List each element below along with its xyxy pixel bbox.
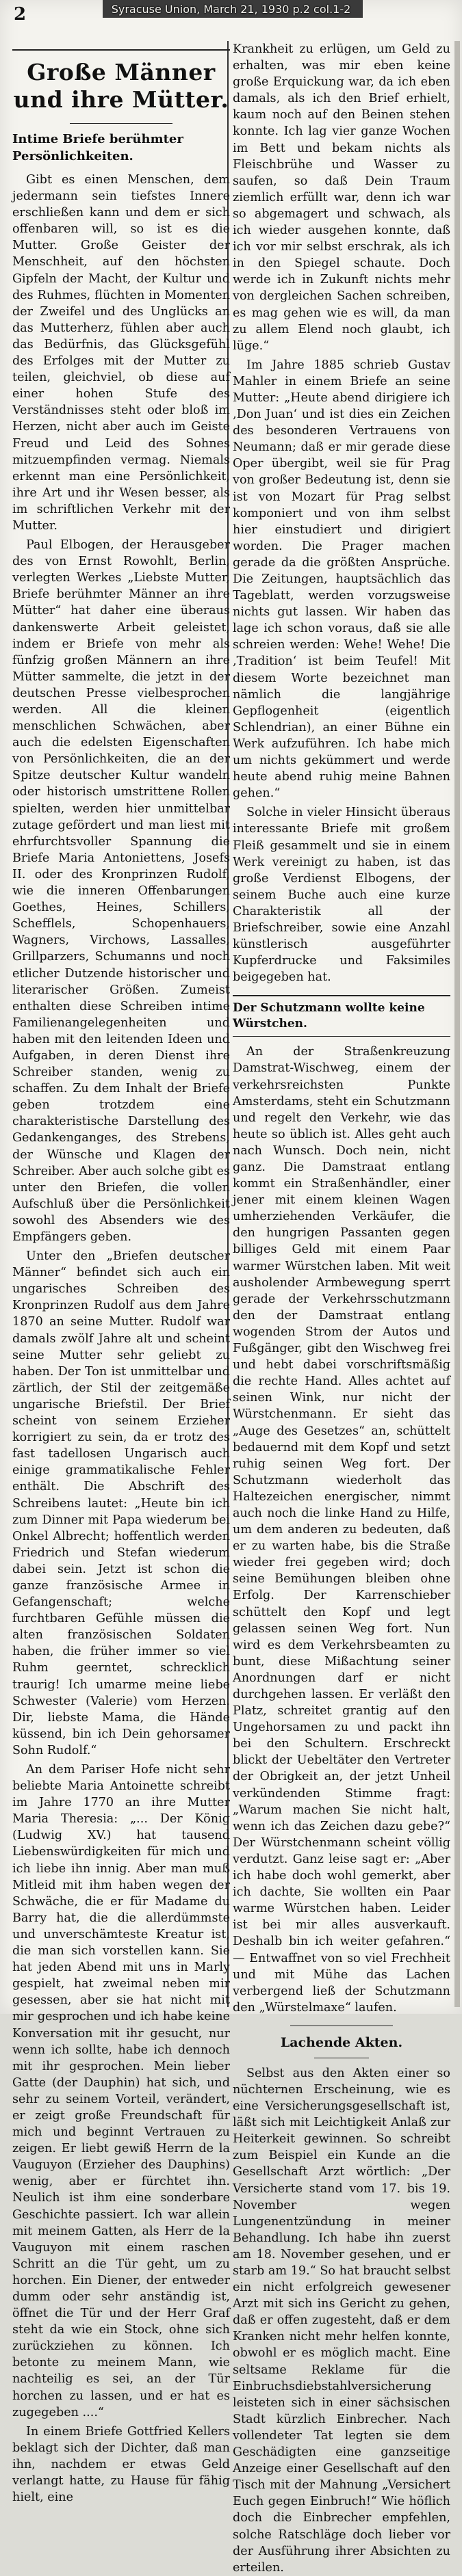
article-paragraph: Krankheit zu erlügen, um Geld zu erhalten, was mir eben keine große Erquickung war, da ich eben damals, als ich den Brief erhielt, kaum noch auf den Beinen stehen konnte. Ich lag vier ganze Wochen im Bett und bekam nichts als Fleischbrühe und Wasser zu saufen, so daß Dein Traum ziemlich erfüllt war, denn ich war so abgemagert und schwach, als ich wieder ausgehen konnte, daß ich vor mir selbst erschrak, als ich in den Spiegel schaute. Doch werde ich in Zukunft nichts mehr von dergleichen Sachen schreiben, es mag gehen wie es will, da man zu allem Elend noch glaubt, ich lüge.“	[233, 42, 450, 353]
article-paragraph: Gibt es einen Menschen, dem jedermann sein tiefstes Innere erschließen kann und dem er sich offenbaren will, so ist es die Mutter. Große Geister der Menschheit, auf den höchsten Gipfeln der Macht, der Kultur und des Ruhmes, flüchten in Momenten der Zweifel und des Unglücks an das Mutterherz, fühlen aber auch das Bedürfnis, das Glücksgefühl des Erfolges mit der Mutter zu teilen, gleichviel, ob diese auf einer hohen Stufe des Verständnisses steht oder bloß im Herzen, nicht aber auch im Geiste Freud und Leid des Sohnes mitzuempfinden vermag. Niemals erkennt man eine Persönlichkeit, ihre Art und ihr Wesen besser, als im schriftlichen Verkehr mit der Mutter.	[12, 173, 230, 533]
article-paragraph: Selbst aus den Akten einer so nüchternen Erscheinung, wie es eine Versicherungsgesellschaft ist, läßt sich mit Leichtigkeit Anlaß zur Heiterkeit gewinnen. So schreibt zum Beispiel ein Kunde an die Gesellschaft Arzt wörtlich: „Der Versicherte stand vom 17. bis 19. November wegen Lungenentzündung in meiner Behandlung. Ich habe ihn zuerst am 18. November gesehen, und er starb am 19.“ So hat braucht selbst ein nicht erfolgreich gewesener Arzt mit sich ins Gericht zu gehen, daß er offen zugesteht, daß er dem Kranken nicht mehr helfen konnte, obwohl er es möglich macht. Eine seltsame Reklame für die Einbruchsdiebstahlversicherung leisteten sich in einer sächsischen Stadt kürzlich Einbrecher. Nach vollendeter Tat legten sie dem Geschädigten eine ganzseitige Anzeige einer Gesellschaft auf den Tisch mit der Mahnung „Versichert Euch gegen Einbruch!“ Wie höflich doch die Einbrecher empfehlen, solche Ratschläge doch lieber vor der Ausführung ihrer Absichten zu erteilen.	[233, 2066, 450, 2575]
article-paragraph: Im Jahre 1885 schrieb Gustav Mahler in einem Briefe an seine Mutter: „Heute abend dirigiere ich ‚Don Juan‘ und ist dies ein Zeichen des besonderen Vertrauens von Neumann; daß er mir gerade diese Oper übergibt, weil sie für Prag von großer Bedeutung ist, denn sie ist von Mozart für Prag selbst komponiert und von ihm selbst hier einstudiert und dirigiert worden. Die Prager machen gerade da die größten Ansprüche. Die Zeitungen, hauptsächlich das Tageblatt, werden vorzugsweise nichts gut lassen. Wir haben das lage ich schon voraus, daß sie alle schreien werden: Wehe! Wehe! Die ‚Tradition‘ ist beim Teufel! Mit diesem Worte bezeichnet man nämlich die langjährige Gepflogenheit (eigentlich Schlendrian), an einer Bühne ein Werk aufzuführen. Ich habe mich um nichts gekümmert und werde heute abend ruhig meine Bahnen gehen.“	[233, 358, 450, 801]
article-paragraph: An dem Pariser Hofe nicht sehr beliebte Maria Antoinette schreibt im Jahre 1770 an ihre Mutter Maria Theresia: „... Der König (Ludwig XV.) hat tausend Liebenswürdigkeiten für mich und ich liebe ihn innig. Aber man muß Mitleid mit ihm haben wegen der Schwäche, die er für Madame du Barry hat, die die allerdümmste und unverschämteste Kreatur ist, die man sich vorstellen kann. Sie hat jeden Abend mit uns in Marly gespielt, hat zweimal neben mir gesessen, aber sie hat nicht mit mir gesprochen und ich habe keine Konversation mit ihr gesucht, nur wenn ich sollte, habe ich dennoch mit ihr gesprochen. Mein lieber Gatte (der Dauphin) hat sich, und sehr zu seinem Vorteil, verändert, er zeigt große Freundschaft für mich und beginnt Vertrauen zu zeigen. Er liebt gewiß Herrn de la Vauguyon (Erzieher des Dauphins) wenig, aber er fürchtet ihn. Neulich ist ihm eine sonderbare Geschichte passiert. Ich war allein mit meinem Gatten, als Herr de la Vauguyon mit einem raschen Schritt an die Tür geht, um zu horchen. Ein Diener, der entweder dumm oder sehr anständig ist, öffnet die Tür und der Herr Graf steht da wie ein Stock, ohne sich zurückziehen zu können. Ich betonte zu meinem Mann, wie nachteilig es sei, an der Tür horchen zu lassen, und er hat es zugegeben ....“	[12, 1763, 230, 2419]
article-paragraph: Paul Elbogen, der Herausgeber des von Ernst Rowohlt, Berlin, verlegten Werkes „Liebste Mutter, Briefe berühmter Männer an ihre Mütter“ hat daher eine überaus dankenswerte Arbeit geleistet, indem er Briefe von mehr als fünfzig großen Männern an ihre Mütter sammelte, die jetzt in der deutschen Presse vielbesprochen werden. All die kleinen menschlichen Schwächen, aber auch die edelsten Eigenschaften von Persönlichkeiten, die an der Spitze deutscher Kultur wandeln oder historisch umstrittene Rollen spielten, werden hier unmittelbar zutage gefördert und man liest mit ehrfurchtsvoller Spannung die Briefe Maria Antoniettens, Josefs II. oder des Kronprinzen Rudolf, wie die inneren Offenbarungen Goethes, Heines, Schillers, Schefflels, Schopenhauers, Wagners, Virchows, Lassalles, Grillparzers, Schumanns und noch etlicher Dutzende historischer und literarischer Größen. Zumeist enthalten diese Schreiben intime Familienangelegenheiten und haben mit den leitenden Ideen und Aufgaben, in deren Dienst ihre Schreiber standen, wenig zu schaffen. Zu dem Inhalt der Briefe geben trotzdem eine charakteristische Darstellung des Gedankenganges, des Strebens, der Wünsche und Klagen der Schreiber. Aber auch solche gibt es unter den Briefen, die vollen Aufschluß über die Persönlichkeit sowohl des Absenders wie des Empfängers geben.	[12, 538, 230, 1244]
article-paragraph: Unter den „Briefen deutscher Männer“ befindet sich auch ein ungarisches Schreiben des Kronprinzen Rudolf aus dem Jahre 1870 an seine Mutter. Rudolf war damals zwölf Jahre alt und scheint seine Mutter sehr geliebt zu haben. Der Ton ist unmittelbar und zärtlich, der Stil der zeitgemäße ungarische Briefstil. Der Brief scheint von seinem Erzieher korrigiert zu sein, da er trotz des fast tadellosen Ungarisch auch einige grammatikalische Fehler enthält. Die Abschrift des Schreibens lautet: „Heute bin ich zum Dinner mit Papa wiederum bei Onkel Albrecht; hoffentlich werden Friedrich und Stefan wiederum dabei sein. Jetzt ist schon die ganze französische Armee in Gefangenschaft; welche furchtbaren Gefühle müssen die alten französischen Soldaten haben, die früher immer so viel Ruhm geerntet, schrecklich traurig! Ich umarme meine liebe Schwester (Valerie) vom Herzen. Dir, liebste Mama, die Hände küssend, bin ich Dein gehorsamer Sohn Rudolf.“	[12, 1249, 230, 1757]
top-rule	[12, 49, 230, 51]
page-header	[0, 0, 462, 41]
title-separator	[70, 123, 172, 124]
column-1	[12, 41, 230, 2505]
article-heading-schutzmann: Der Schutzmann wollte keine Würstchen.	[233, 1001, 425, 1031]
page-number: 2	[14, 4, 27, 25]
column-2	[233, 41, 450, 2575]
article-title: Große Männer und ihre Mütter.	[13, 59, 229, 113]
article-heading-bar	[233, 995, 450, 1037]
article-subtitle: Intime Briefe berühmter Persönlichkeiten.	[12, 132, 183, 163]
article-heading-akten: Lachende Akten.	[280, 2034, 403, 2050]
article-paragraph: An der Straßenkreuzung Damstrat-Wischweg, einem der verkehrsreichsten Punkte Amsterdams, steht ein Schutzmann und regelt den Verkehr, wie das heute so üblich ist. Alles geht auch nach Wunsch. Doch nein, nicht ganz. Die Damstraat entlang kommt ein Straßenhändler, einer jener mit einem kleinen Wagen umherziehenden Verkäufer, die den hungrigen Passanten gegen billiges Geld mit einem Paar warmer Würstchen laben. Mit weit ausholender Armbewegung sperrt gerade der Verkehrsschutzmann den der Damstraat entlang wogenden Strom der Autos und Fußgänger, gibt den Wischweg frei und hebt dabei vorschriftsmäßig die rechte Hand. Alles achtet auf seinen Wink, nur nicht der Würstchenmann. Er sieht das „Auge des Gesetzes“ an, schüttelt bedauernd mit dem Kopf und setzt ruhig seinen Weg fort. Der Schutzmann wiederholt das Haltezeichen energischer, nimmt auch noch die linke Hand zu Hilfe, um dem anderen zu bedeuten, daß er zu warten habe, bis die Straße wieder frei gegeben wird; doch seine Bemühungen bleiben ohne Erfolg. Der Karrenschieber schüttelt den Kopf und legt gelassen seinen Weg fort. Nun wird es dem Verkehrsbeamten zu bunt, diese Mißachtung seiner Anordnungen darf er nicht durchgehen lassen. Er verläßt den Platz, schreitet grantig auf den Ungehorsamen zu und packt ihn bei den Schultern. Erschreckt blickt der Uebeltäter den Vertreter der Obrigkeit an, der jetzt Unheil verkündenden Stimme fragt: „Warum machen Sie nicht halt, wenn ich das Zeichen dazu gebe?“ Der Würstchenmann scheint völlig verdutzt. Ganz leise sagt er: „Aber ich habe doch wohl gemerkt, aber ich dachte, Sie wollten ein Paar warme Würstchen haben. Leider ist bei mir alles ausverkauft. Deshalb bin ich weiter gefahren.“ — Entwaffnet von so viel Frechheit und mit Mühe das Lachen verbergend ließ der Schutzmann den „Würstelmaxe“ laufen.	[233, 1045, 450, 2015]
citation-caption: Syracuse Union, March 21, 1930 p.2 col.1-2	[111, 3, 351, 16]
next-column-edge	[454, 41, 460, 2007]
article-paragraph: Solche in vieler Hinsicht überaus interessante Briefe mit großem Fleiß gesammelt und sie in einem Werk vereinigt zu haben, ist das große Verdienst Elbogens, der seinem Buche auch eine kurze Charakteristik all der Briefschreiber, sowie eine Anzahl künstlerisch ausgeführter Kupferdrucke und Faksimiles beigegeben hat.	[233, 806, 450, 985]
article-paragraph: In einem Briefe Gottfried Kellers beklagt sich der Dichter, daß man ihn, nachdem er etwas Geld verlangt hatte, zu Hause für fähig hielt, eine	[12, 2424, 230, 2505]
